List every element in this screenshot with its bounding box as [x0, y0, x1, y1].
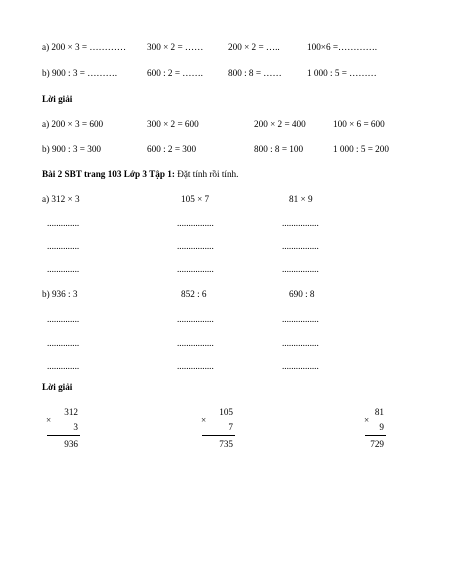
- blank-line: ................: [282, 338, 319, 348]
- calc-operand: 312: [64, 407, 78, 417]
- calc-multiplier: 7: [228, 422, 233, 432]
- ex2-title-bold: Bài 2 SBT trang 103 Lớp 3 Tập 1:: [42, 169, 175, 179]
- ex1-a-item-3: 200 × 2 = …..: [228, 42, 280, 52]
- multiplication-calc-1: [46, 408, 80, 454]
- ex2-a-item-2: 105 × 7: [181, 194, 210, 204]
- blank-line: ..............: [47, 361, 80, 371]
- ex1-sol-a-item-1: a) 200 × 3 = 600: [42, 119, 104, 129]
- blank-line: ................: [177, 361, 214, 371]
- calc-divider-line: [365, 435, 386, 436]
- calc-result: 936: [64, 439, 78, 449]
- ex2-title-rest: Đặt tính rồi tính.: [174, 169, 239, 179]
- blank-line: ................: [177, 241, 214, 251]
- calc-result: 735: [219, 439, 233, 449]
- ex1-b-item-1: b) 900 : 3 = ……….: [42, 68, 118, 78]
- calc-result: 729: [370, 439, 384, 449]
- ex2-title: [42, 170, 238, 179]
- ex1-sol-b-item-1: b) 900 : 3 = 300: [42, 144, 102, 154]
- blank-line: ................: [177, 264, 214, 274]
- multiply-sign: ×: [46, 415, 52, 425]
- ex2-a-item-3: 81 × 9: [289, 194, 313, 204]
- blank-line: ..............: [47, 218, 80, 228]
- ex1-b-item-4: 1 000 : 5 = ………: [307, 68, 377, 78]
- blank-line: ..............: [47, 338, 80, 348]
- calc-divider-line: [202, 435, 235, 436]
- ex1-sol-b-item-3: 800 : 8 = 100: [254, 144, 304, 154]
- ex2-b-item-2: 852 : 6: [181, 289, 207, 299]
- ex1-a-item-2: 300 × 2 = ……: [147, 42, 204, 52]
- ex2-a-item-1: a) 312 × 3: [42, 194, 80, 204]
- blank-line: ................: [282, 218, 319, 228]
- blank-line: ..............: [47, 241, 80, 251]
- calc-multiplier: 3: [73, 422, 78, 432]
- multiply-sign: ×: [364, 415, 370, 425]
- ex1-a-item-4: 100×6 =………….: [307, 42, 378, 52]
- ex1-sol-a-item-3: 200 × 2 = 400: [254, 119, 306, 129]
- calc-operand: 105: [219, 407, 233, 417]
- ex2-b-item-3: 690 : 8: [289, 289, 315, 299]
- ex1-sol-b-item-2: 600 : 2 = 300: [147, 144, 197, 154]
- blank-line: ................: [177, 338, 214, 348]
- multiply-sign: ×: [201, 415, 207, 425]
- blank-line: ..............: [47, 264, 80, 274]
- blank-line: ................: [282, 264, 319, 274]
- calc-multiplier: 9: [379, 422, 384, 432]
- blank-line: ................: [177, 218, 214, 228]
- multiplication-calc-2: [201, 408, 235, 454]
- blank-line: ................: [177, 314, 214, 324]
- calc-divider-line: [47, 435, 80, 436]
- ex1-b-item-2: 600 : 2 = …….: [147, 68, 203, 78]
- ex2-b-item-1: b) 936 : 3: [42, 289, 78, 299]
- ex1-sol-a-item-2: 300 × 2 = 600: [147, 119, 199, 129]
- multiplication-calc-3: [364, 408, 386, 454]
- ex2-solution-heading: Lời giải: [42, 382, 73, 392]
- ex1-sol-b-item-4: 1 000 : 5 = 200: [333, 144, 389, 154]
- blank-line: ................: [282, 241, 319, 251]
- ex1-solution-heading: Lời giải: [42, 94, 73, 104]
- blank-line: ..............: [47, 314, 80, 324]
- ex1-sol-a-item-4: 100 × 6 = 600: [333, 119, 385, 129]
- calc-operand: 81: [374, 407, 384, 417]
- blank-line: ................: [282, 314, 319, 324]
- ex1-b-item-3: 800 : 8 = ……: [228, 68, 282, 78]
- ex1-a-item-1: a) 200 × 3 = …………: [42, 42, 127, 52]
- blank-line: ................: [282, 361, 319, 371]
